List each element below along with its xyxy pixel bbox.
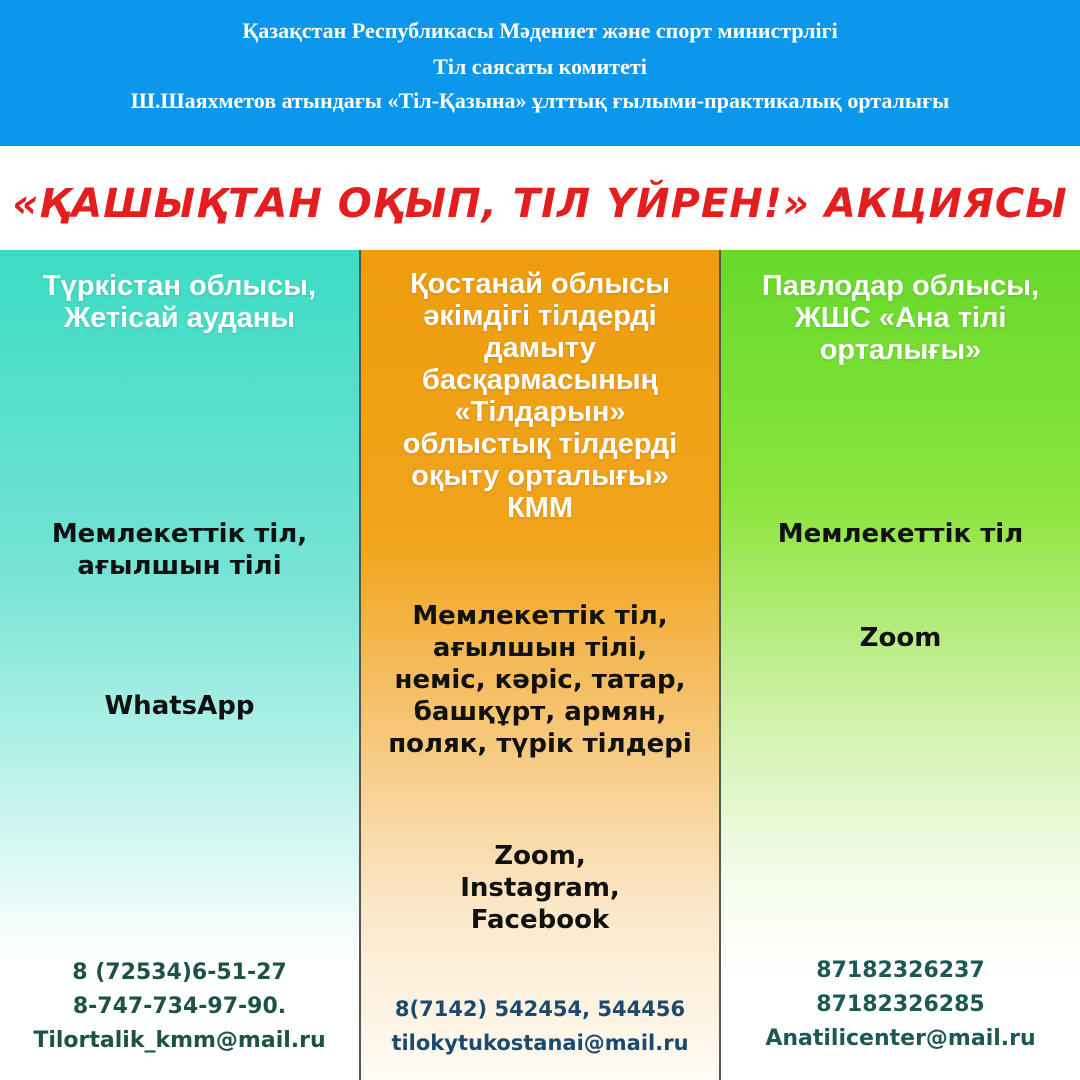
email[interactable]: Tilortalik_kmm@mail.ru bbox=[33, 1028, 326, 1053]
org-line: Қостанай облысы bbox=[409, 268, 670, 300]
platform-line: Facebook bbox=[470, 905, 610, 935]
platforms bbox=[721, 622, 1080, 654]
org-name bbox=[721, 270, 1080, 366]
languages bbox=[721, 518, 1080, 550]
org-line: оқыту орталығы» bbox=[411, 460, 669, 492]
language-line: Мемлекеттік тіл, bbox=[412, 601, 668, 631]
org-line: басқармасының bbox=[421, 364, 659, 396]
org-line: облыстық тілдерді bbox=[402, 428, 678, 460]
platform-line: Zoom, bbox=[494, 841, 586, 871]
contacts bbox=[0, 956, 359, 1058]
email[interactable]: tilokytukostanai@mail.ru bbox=[391, 1031, 689, 1055]
org-line: Жетісай ауданы bbox=[63, 302, 296, 334]
org-line: әкімдігі тілдерді bbox=[423, 300, 657, 332]
platforms bbox=[361, 840, 719, 936]
org-line: дамыту bbox=[484, 332, 596, 364]
org-line: Павлодар облысы, bbox=[761, 270, 1040, 302]
contacts bbox=[721, 954, 1080, 1056]
org-line: КММ bbox=[506, 492, 573, 524]
header-banner bbox=[0, 0, 1080, 146]
column-turkistan bbox=[0, 250, 359, 1080]
platforms bbox=[0, 690, 359, 722]
column-kostanay bbox=[359, 250, 721, 1080]
platform-line: Instagram, bbox=[460, 873, 620, 903]
email[interactable]: Anatilicenter@mail.ru bbox=[765, 1026, 1036, 1051]
phone-1: 8 (72534)6-51-27 bbox=[72, 960, 287, 985]
language-line: Мемлекеттік тіл, bbox=[51, 519, 308, 549]
platform-line: Zoom bbox=[859, 623, 942, 653]
org-name bbox=[0, 270, 359, 334]
org-line: ЖШС «Ана тілі bbox=[794, 302, 1007, 334]
phone-1: 87182326237 bbox=[816, 958, 985, 983]
phone-2: 8-747-734-97-90. bbox=[72, 994, 287, 1019]
org-name bbox=[361, 268, 719, 524]
language-line: Мемлекеттік тіл bbox=[777, 519, 1024, 549]
phone-2: 87182326285 bbox=[816, 992, 985, 1017]
language-line: ағылшын тілі, bbox=[432, 633, 648, 663]
committee-title: Тіл саясаты комитеті bbox=[433, 54, 647, 79]
org-line: Түркістан облысы, bbox=[42, 270, 317, 302]
language-line: башқұрт, армян, bbox=[413, 697, 667, 727]
language-line: ағылшын тілі bbox=[77, 551, 282, 581]
platform-line: WhatsApp bbox=[104, 691, 255, 721]
language-line: неміс, кәріс, татар, bbox=[394, 665, 686, 695]
language-line: поляк, түрік тілдері bbox=[388, 729, 692, 759]
ministry-title: Қазақстан Республикасы Мәдениет және спорт министрлігі bbox=[242, 18, 838, 43]
contacts bbox=[361, 992, 719, 1060]
languages bbox=[361, 600, 719, 760]
org-line: орталығы» bbox=[819, 334, 982, 366]
org-line: «Тілдарын» bbox=[454, 396, 626, 428]
campaign-slogan: «ҚАШЫҚТАН ОҚЫП, ТІЛ ҮЙРЕН!» АКЦИЯСЫ bbox=[12, 181, 1068, 227]
languages bbox=[0, 518, 359, 582]
phone: 8(7142) 542454, 544456 bbox=[394, 997, 686, 1021]
column-pavlodar bbox=[721, 250, 1080, 1080]
center-title: Ш.Шаяхметов атындағы «Тіл-Қазына» ұлттық ғылыми-практикалық орталығы bbox=[130, 88, 950, 113]
